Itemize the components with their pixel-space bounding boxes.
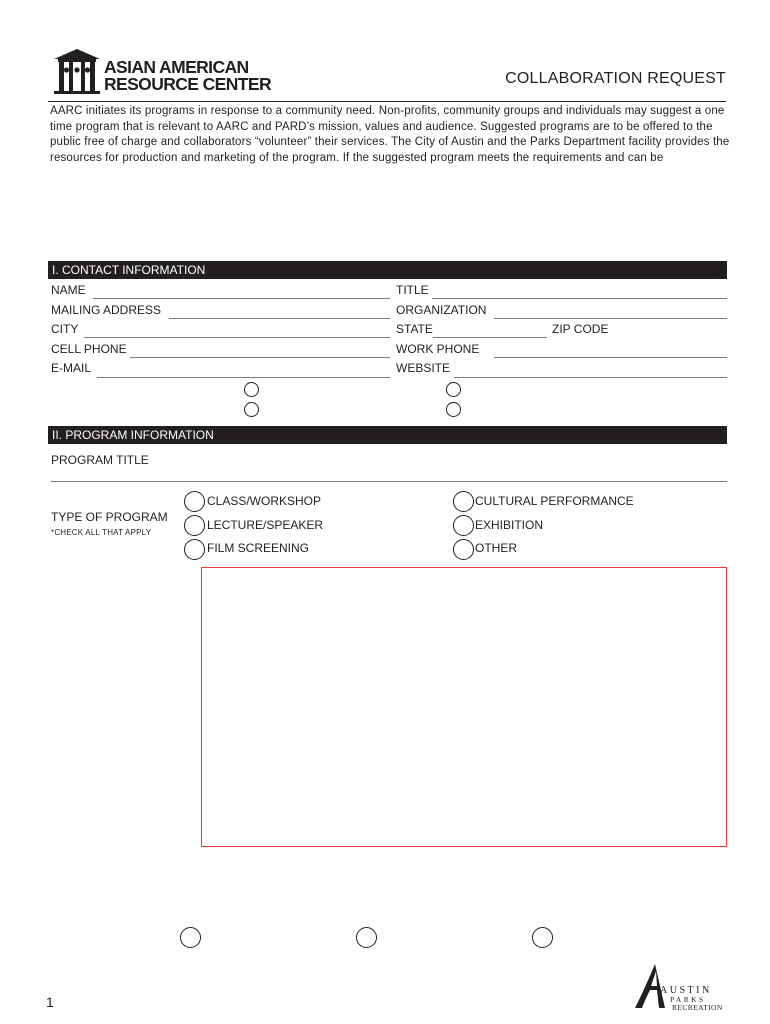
exhibition-checkbox[interactable] [453,515,474,536]
cultural-performance-checkbox[interactable] [453,491,474,512]
cell-phone-label: CELL PHONE [51,342,127,356]
exhibition-label: EXHIBITION [475,518,544,532]
lecture-speaker-checkbox[interactable] [184,515,205,536]
parks-logo-line3: RECREATION [672,1003,723,1012]
lecture-speaker-label: LECTURE/SPEAKER [207,518,324,532]
state-label: STATE [396,322,433,336]
check-all-note: *CHECK ALL THAT APPLY [51,528,152,537]
city-label: CITY [51,322,79,336]
program-title-field[interactable] [51,481,727,482]
work-phone-label: WORK PHONE [396,342,480,356]
city-field[interactable] [84,337,390,338]
mailing-address-field[interactable] [169,318,390,319]
film-screening-checkbox[interactable] [184,539,205,560]
zip-code-field[interactable] [609,337,727,338]
organization-field[interactable] [494,318,727,319]
work-phone-field[interactable] [494,357,727,358]
contact-radio-right-1[interactable] [446,382,461,397]
cultural-performance-label: CULTURAL PERFORMANCE [475,494,634,508]
document-title: COLLABORATION REQUEST [505,70,726,87]
program-section-header: II. PROGRAM INFORMATION [48,426,727,444]
page-number: 1 [46,994,54,1010]
website-label: WEBSITE [396,361,451,375]
film-screening-label: FILM SCREENING [207,541,310,555]
class-workshop-label: CLASS/WORKSHOP [207,494,322,508]
name-field[interactable] [93,298,390,299]
organization-label: ORGANIZATION [396,303,487,317]
bottom-radio-2[interactable] [356,927,377,948]
class-workshop-checkbox[interactable] [184,491,205,512]
contact-radio-left-2[interactable] [244,402,259,417]
logo-text-line2: RESOURCE CENTER [104,74,271,94]
other-label: OTHER [475,541,517,555]
website-field[interactable] [454,377,727,378]
cell-phone-field[interactable] [130,357,390,358]
bottom-radio-3[interactable] [532,927,553,948]
bottom-radio-1[interactable] [180,927,201,948]
zip-code-label: ZIP CODE [552,322,609,336]
aarc-logo-icon [52,47,102,95]
email-field[interactable] [97,377,390,378]
contact-section-header: I. CONTACT INFORMATION [48,261,727,279]
title-rule [48,101,726,102]
other-checkbox[interactable] [453,539,474,560]
title-field[interactable] [432,298,727,299]
type-of-program-label: TYPE OF PROGRAM [51,510,168,524]
mailing-address-label: MAILING ADDRESS [51,303,162,317]
name-label: NAME [51,283,86,297]
email-label: E-MAIL [51,361,92,375]
contact-radio-left-1[interactable] [244,382,259,397]
parks-logo-line1: AUSTIN [660,985,712,996]
program-description-textarea[interactable] [201,567,727,847]
logo-text-line1: ASIAN AMERICAN [104,57,249,77]
contact-radio-right-2[interactable] [446,402,461,417]
state-field[interactable] [433,337,547,338]
title-label: TITLE [396,283,429,297]
program-title-label: PROGRAM TITLE [51,453,149,467]
intro-paragraph: AARC initiates its programs in response to a community need. Non-profits, community groups and individuals may suggest a one time program that is relevant to AARC and PARD’s mission, values and audience. Suggested programs are to be offered to the public free of charge and collaborators “volunteer” their services. The City of Austin and the Parks Department facility provides the resources for production and marketing of the program. If the suggested program meets the requirements and can be [50,105,730,164]
parks-logo-line2: PARKS [670,995,706,1004]
